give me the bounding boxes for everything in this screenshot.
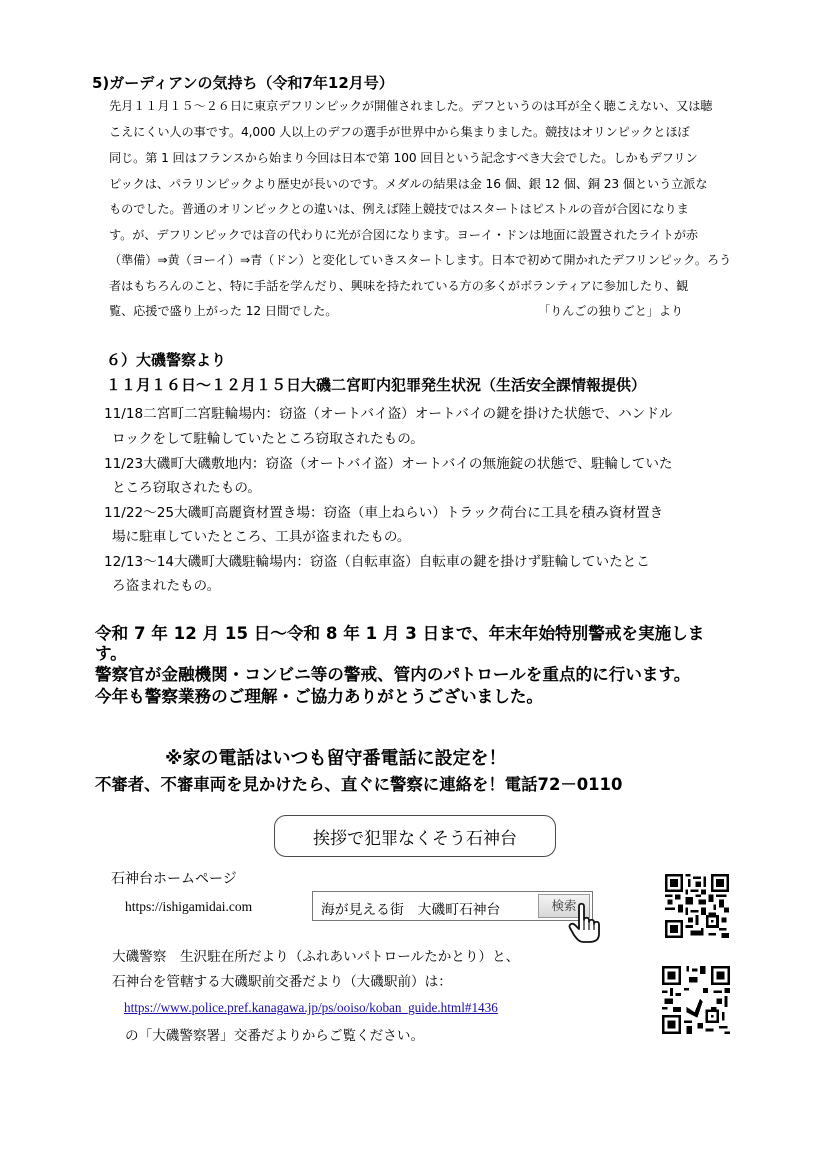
answering-machine-notice: ※家の電話はいつも留守番電話に設定を！ — [165, 748, 507, 769]
notice-line: 令和 7 年 12 月 15 日～令和 8 年 1 月 3 日まで、年末年始特別警戒を実施しま — [95, 624, 705, 643]
section6-heading: ６）大磯警察より — [106, 351, 227, 369]
homepage-qr-code — [665, 874, 729, 938]
search-box-graphic — [312, 891, 593, 921]
crime-report-line: ロックをして駐輪していたところ窃取されたもの。 — [112, 431, 424, 447]
report-to-police-notice: 不審者、不審車両を見かけたら、直ぐに警察に連絡を！電話72－0110 — [95, 775, 623, 794]
search-button: 検索 — [538, 894, 590, 918]
section5-line: こえにくい人の事です。4,000 人以上のデフの選手が世界中から集まりました。競技はオリンピックとほぼ — [109, 125, 690, 139]
crime-report-line: 場に駐車していたところ、工具が盗まれたもの。 — [112, 529, 411, 545]
section5-line: ピックは、パラリンピックより歴史が長いのです。メダルの結果は金 16 個、銀 12 個、銅 23 個という立派な — [109, 177, 708, 191]
koban-qr-code — [662, 966, 730, 1034]
section5-line: す。が、デフリンピックでは音の代わりに光が合図になります。ヨーイ・ドンは地面に設置されたライトが赤 — [109, 228, 698, 242]
koban-guide-link[interactable]: https://www.police.pref.kanagawa.jp/ps/ooiso/koban_guide.html#1436 — [124, 1000, 498, 1015]
section5-source: 「りんごの独りごと」より — [538, 304, 684, 318]
crime-report-line: ところ窃取されたもの。 — [112, 480, 261, 496]
homepage-label: 石神台ホームページ — [111, 871, 237, 887]
section5-line: 同じ。第 1 回はフランスから始まり今回は日本で第 100 回目という記念すべき大会でした。しかもデフリン — [109, 151, 698, 165]
koban-line-2: 石神台を管轄する大磯駅前交番だより（大磯駅前）は： — [112, 974, 452, 990]
notice-line: す。 — [95, 644, 127, 663]
section5-line: （準備）⇒黄（ヨーイ）⇒青（ドン）と変化していきスタートします。日本で初めて開かれたデフリンピック。ろう — [109, 253, 732, 267]
section5-line: ものでした。普通のオリンピックとの違いは、例えば陸上競技ではスタートはピストルの音が合図になりま — [109, 202, 689, 216]
koban-line-3: の「大磯警察署」交番だよりからご覧ください。 — [125, 1028, 425, 1044]
slogan-box — [274, 815, 556, 857]
section5-line: 覧、応援で盛り上がった 12 日間でした。 — [109, 304, 338, 318]
section5-line: 者はもちろんのこと、特に手話を学んだり、興味を持たれている方の多くがボランティアに参加したり、観 — [109, 279, 689, 293]
crime-report-line: 11/22～25大磯町高麗資材置き場：窃盗（車上ねらい）トラック荷台に工具を積み資材置き — [104, 505, 664, 521]
search-box-text: 海が見える街 大磯町石神台 — [321, 902, 501, 918]
pointer-hand-icon — [567, 902, 607, 944]
crime-report-line: ろ盗まれたもの。 — [112, 578, 221, 594]
notice-line: 警察官が金融機関・コンビニ等の警戒、管内のパトロールを重点的に行います。 — [95, 665, 691, 684]
homepage-url[interactable]: https://ishigamidai.com — [125, 899, 253, 914]
crime-report-line: 12/13～14大磯町大磯駐輪場内：窃盗（自転車盗）自転車の鍵を掛けず駐輪していたとこ — [104, 554, 650, 570]
section5-heading: 5)ガーディアンの気持ち（令和7年12月号） — [92, 74, 394, 92]
slogan-text: 挨拶で犯罪なくそう石神台 — [313, 828, 517, 849]
notice-line: 今年も警察業務のご理解・ご協力ありがとうございました。 — [95, 687, 544, 706]
crime-report-line: 11/23大磯町大磯敷地内：窃盗（オートバイ盗）オートバイの無施錠の状態で、駐輪していた — [104, 456, 673, 472]
section5-line: 先月１１月１５～２６日に東京デフリンピックが開催されました。デフというのは耳が全く聴こえない、又は聴 — [109, 99, 713, 113]
section6-subheading: １１月１６日～１２月１５日大磯二宮町内犯罪発生状況（生活安全課情報提供） — [106, 376, 647, 394]
koban-line-1: 大磯警察 生沢駐在所だより（ふれあいパトロールたかとり）と、 — [112, 949, 520, 965]
crime-report-line: 11/18二宮町二宮駐輪場内：窃盗（オートバイ盗）オートバイの鍵を掛けた状態で、ハンドル — [104, 406, 673, 422]
